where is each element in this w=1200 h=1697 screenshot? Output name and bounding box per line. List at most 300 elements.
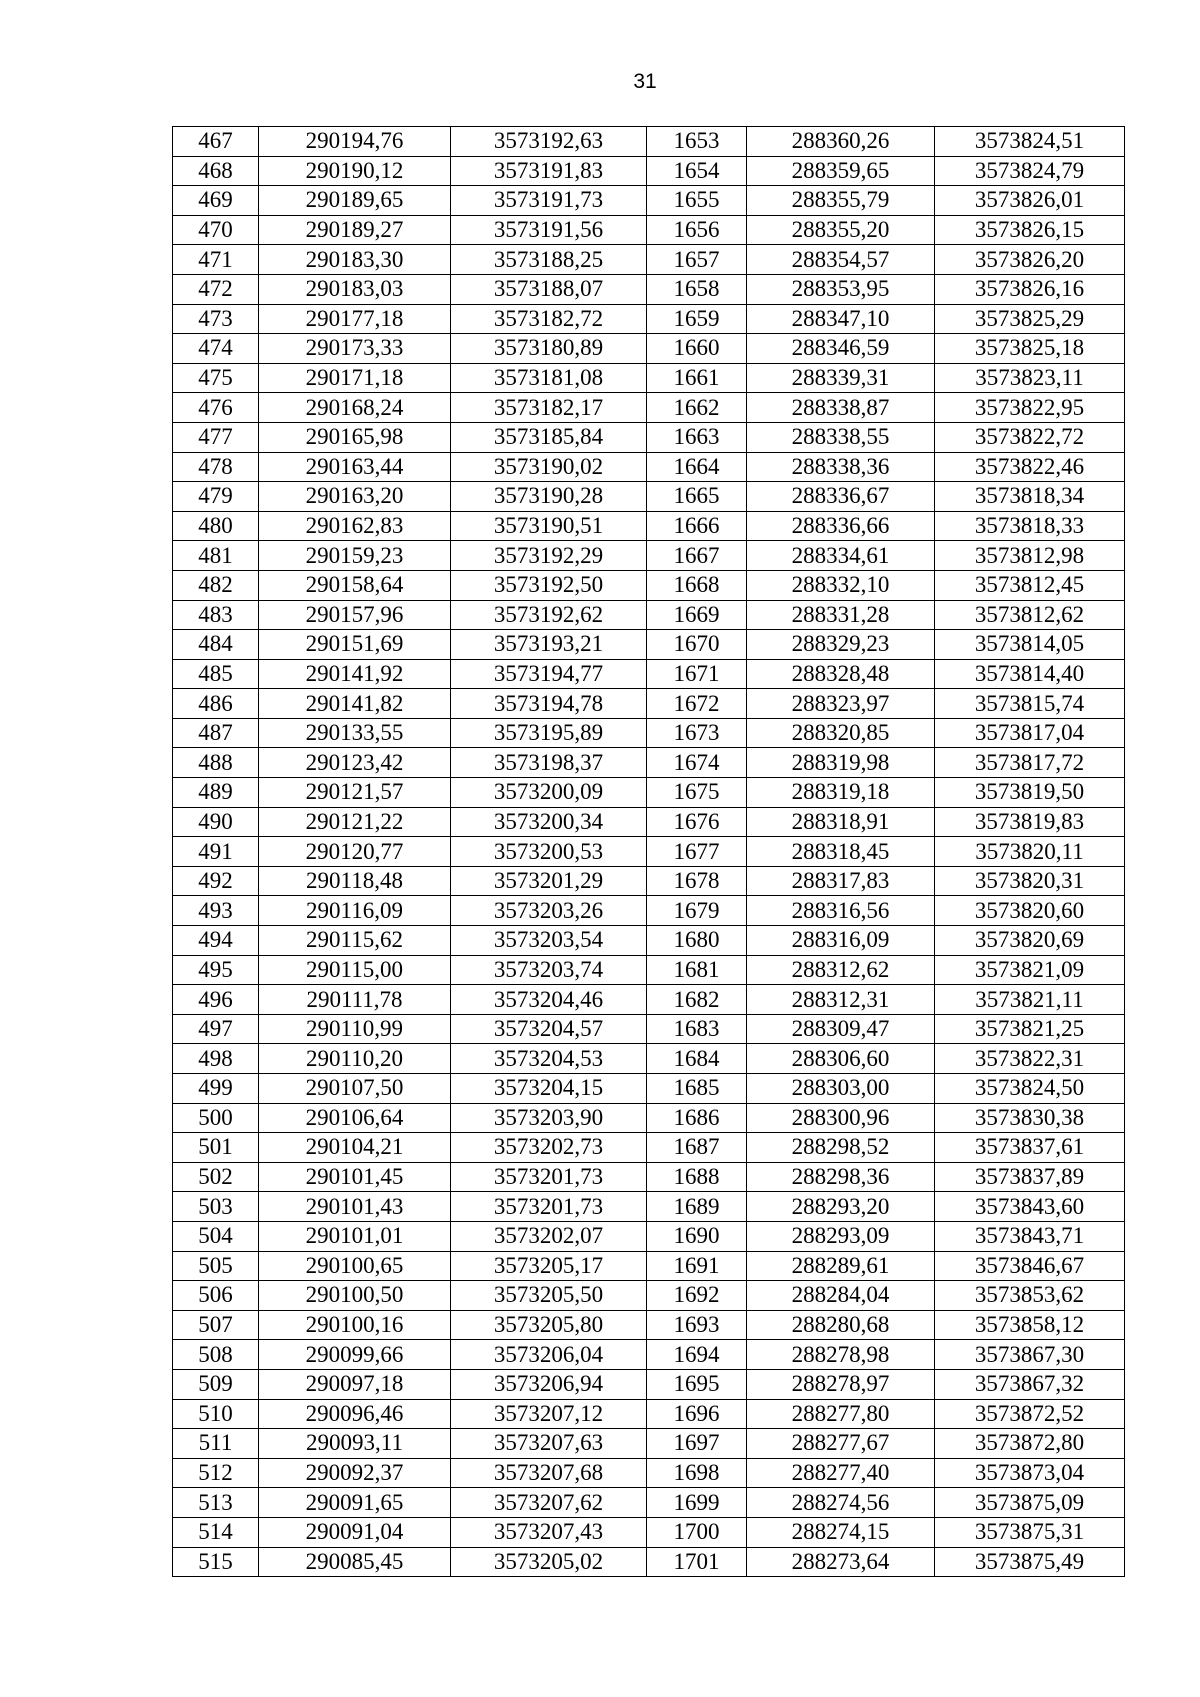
table-cell-point-number: 510 [173,1399,259,1429]
table-cell-y-coordinate: 3573822,31 [935,1044,1125,1074]
table-cell-y-coordinate: 3573837,89 [935,1162,1125,1192]
table-row [173,452,1125,482]
table-cell-x-coordinate: 288336,67 [747,482,935,512]
table-cell-point-number: 485 [173,659,259,689]
table-cell-x-coordinate: 288316,09 [747,926,935,956]
table-row [173,1103,1125,1133]
table-cell-x-coordinate: 290183,03 [259,274,451,304]
table-cell-x-coordinate: 290100,65 [259,1251,451,1281]
table-row [173,274,1125,304]
table-row [173,1458,1125,1488]
table-cell-y-coordinate: 3573812,45 [935,570,1125,600]
table-cell-y-coordinate: 3573185,84 [451,422,647,452]
table-row [173,1547,1125,1577]
table-row [173,422,1125,452]
table-cell-point-number: 508 [173,1340,259,1370]
table-cell-x-coordinate: 288318,45 [747,837,935,867]
table-cell-point-number: 496 [173,985,259,1015]
table-cell-point-number: 470 [173,215,259,245]
table-cell-y-coordinate: 3573820,60 [935,896,1125,926]
table-cell-x-coordinate: 290190,12 [259,156,451,186]
table-cell-point-number: 1678 [647,866,747,896]
table-cell-y-coordinate: 3573203,90 [451,1103,647,1133]
table-row [173,1281,1125,1311]
table-cell-x-coordinate: 288298,52 [747,1133,935,1163]
table-cell-x-coordinate: 288278,97 [747,1369,935,1399]
table-cell-x-coordinate: 288312,62 [747,955,935,985]
table-row [173,866,1125,896]
table-row [173,1133,1125,1163]
table-cell-point-number: 490 [173,807,259,837]
table-cell-point-number: 1657 [647,245,747,275]
table-cell-y-coordinate: 3573822,95 [935,393,1125,423]
table-cell-point-number: 1663 [647,422,747,452]
table-cell-y-coordinate: 3573205,02 [451,1547,647,1577]
table-cell-y-coordinate: 3573843,60 [935,1192,1125,1222]
table-cell-x-coordinate: 288319,98 [747,748,935,778]
table-cell-y-coordinate: 3573826,15 [935,215,1125,245]
table-cell-x-coordinate: 290100,50 [259,1281,451,1311]
table-row [173,659,1125,689]
table-cell-point-number: 1689 [647,1192,747,1222]
table-cell-point-number: 480 [173,511,259,541]
table-cell-x-coordinate: 288274,15 [747,1517,935,1547]
table-cell-y-coordinate: 3573875,49 [935,1547,1125,1577]
table-cell-point-number: 1688 [647,1162,747,1192]
table-cell-x-coordinate: 290116,09 [259,896,451,926]
table-cell-y-coordinate: 3573188,07 [451,274,647,304]
table-cell-x-coordinate: 288300,96 [747,1103,935,1133]
table-cell-y-coordinate: 3573824,51 [935,127,1125,157]
table-cell-y-coordinate: 3573198,37 [451,748,647,778]
table-cell-x-coordinate: 288320,85 [747,718,935,748]
table-cell-y-coordinate: 3573867,32 [935,1369,1125,1399]
table-cell-point-number: 493 [173,896,259,926]
table-row [173,1044,1125,1074]
table-cell-point-number: 1683 [647,1014,747,1044]
table-cell-y-coordinate: 3573812,98 [935,541,1125,571]
table-row [173,778,1125,808]
table-cell-y-coordinate: 3573192,50 [451,570,647,600]
table-row [173,1369,1125,1399]
table-cell-x-coordinate: 288293,09 [747,1221,935,1251]
table-row [173,1221,1125,1251]
table-cell-point-number: 500 [173,1103,259,1133]
table-cell-x-coordinate: 290189,27 [259,215,451,245]
table-cell-point-number: 484 [173,630,259,660]
table-row [173,363,1125,393]
table-cell-x-coordinate: 288338,55 [747,422,935,452]
table-cell-x-coordinate: 290085,45 [259,1547,451,1577]
table-cell-y-coordinate: 3573817,04 [935,718,1125,748]
table-cell-x-coordinate: 290101,43 [259,1192,451,1222]
table-cell-point-number: 1690 [647,1221,747,1251]
table-cell-y-coordinate: 3573200,09 [451,778,647,808]
table-row [173,1517,1125,1547]
table-cell-x-coordinate: 290096,46 [259,1399,451,1429]
table-cell-point-number: 515 [173,1547,259,1577]
table-cell-point-number: 1669 [647,600,747,630]
table-cell-y-coordinate: 3573822,72 [935,422,1125,452]
table-cell-x-coordinate: 290194,76 [259,127,451,157]
table-cell-y-coordinate: 3573822,46 [935,452,1125,482]
table-cell-y-coordinate: 3573192,29 [451,541,647,571]
table-cell-x-coordinate: 290099,66 [259,1340,451,1370]
table-cell-y-coordinate: 3573873,04 [935,1458,1125,1488]
table-cell-y-coordinate: 3573194,78 [451,689,647,719]
table-row [173,926,1125,956]
table-cell-y-coordinate: 3573824,50 [935,1074,1125,1104]
table-cell-point-number: 482 [173,570,259,600]
table-cell-y-coordinate: 3573192,62 [451,600,647,630]
table-cell-point-number: 1665 [647,482,747,512]
table-cell-y-coordinate: 3573207,63 [451,1429,647,1459]
table-cell-point-number: 481 [173,541,259,571]
table-cell-y-coordinate: 3573815,74 [935,689,1125,719]
table-cell-x-coordinate: 288309,47 [747,1014,935,1044]
table-cell-y-coordinate: 3573201,73 [451,1192,647,1222]
table-cell-point-number: 1667 [647,541,747,571]
table-cell-x-coordinate: 290121,22 [259,807,451,837]
table-cell-x-coordinate: 288319,18 [747,778,935,808]
table-row [173,304,1125,334]
table-cell-x-coordinate: 290100,16 [259,1310,451,1340]
table-cell-point-number: 495 [173,955,259,985]
table-row [173,600,1125,630]
table-cell-y-coordinate: 3573207,62 [451,1488,647,1518]
table-cell-y-coordinate: 3573826,16 [935,274,1125,304]
table-cell-point-number: 511 [173,1429,259,1459]
table-cell-x-coordinate: 288336,66 [747,511,935,541]
table-cell-x-coordinate: 290097,18 [259,1369,451,1399]
table-cell-point-number: 1685 [647,1074,747,1104]
table-cell-y-coordinate: 3573204,57 [451,1014,647,1044]
table-cell-x-coordinate: 288332,10 [747,570,935,600]
table-cell-point-number: 1654 [647,156,747,186]
coordinates-table-body [173,127,1125,1577]
table-cell-point-number: 1684 [647,1044,747,1074]
table-row [173,1251,1125,1281]
table-cell-y-coordinate: 3573872,80 [935,1429,1125,1459]
table-cell-point-number: 503 [173,1192,259,1222]
table-cell-y-coordinate: 3573846,67 [935,1251,1125,1281]
table-row [173,156,1125,186]
table-cell-x-coordinate: 290158,64 [259,570,451,600]
table-cell-x-coordinate: 288293,20 [747,1192,935,1222]
table-cell-y-coordinate: 3573191,56 [451,215,647,245]
table-row [173,985,1125,1015]
table-cell-x-coordinate: 288278,98 [747,1340,935,1370]
table-cell-x-coordinate: 290168,24 [259,393,451,423]
table-row [173,1310,1125,1340]
table-cell-y-coordinate: 3573872,52 [935,1399,1125,1429]
table-cell-y-coordinate: 3573204,15 [451,1074,647,1104]
table-cell-y-coordinate: 3573853,62 [935,1281,1125,1311]
table-cell-point-number: 1692 [647,1281,747,1311]
table-cell-point-number: 507 [173,1310,259,1340]
table-cell-point-number: 501 [173,1133,259,1163]
table-cell-y-coordinate: 3573206,04 [451,1340,647,1370]
table-cell-point-number: 469 [173,186,259,216]
table-cell-point-number: 504 [173,1221,259,1251]
table-row [173,1192,1125,1222]
table-row [173,570,1125,600]
table-cell-x-coordinate: 290092,37 [259,1458,451,1488]
table-cell-point-number: 1700 [647,1517,747,1547]
table-cell-x-coordinate: 288334,61 [747,541,935,571]
table-cell-x-coordinate: 290106,64 [259,1103,451,1133]
table-cell-point-number: 474 [173,334,259,364]
table-row [173,1340,1125,1370]
table-cell-y-coordinate: 3573191,83 [451,156,647,186]
table-cell-point-number: 1699 [647,1488,747,1518]
table-row [173,718,1125,748]
table-cell-x-coordinate: 290141,92 [259,659,451,689]
table-cell-point-number: 1658 [647,274,747,304]
table-cell-y-coordinate: 3573201,29 [451,866,647,896]
table-cell-point-number: 491 [173,837,259,867]
table-row [173,1488,1125,1518]
table-cell-x-coordinate: 290173,33 [259,334,451,364]
table-cell-point-number: 1693 [647,1310,747,1340]
table-cell-point-number: 499 [173,1074,259,1104]
table-cell-y-coordinate: 3573858,12 [935,1310,1125,1340]
table-cell-y-coordinate: 3573205,17 [451,1251,647,1281]
table-row [173,1014,1125,1044]
table-cell-y-coordinate: 3573820,31 [935,866,1125,896]
table-cell-point-number: 467 [173,127,259,157]
table-cell-y-coordinate: 3573817,72 [935,748,1125,778]
table-cell-y-coordinate: 3573203,26 [451,896,647,926]
table-cell-y-coordinate: 3573205,80 [451,1310,647,1340]
table-cell-x-coordinate: 288316,56 [747,896,935,926]
table-cell-x-coordinate: 290104,21 [259,1133,451,1163]
table-cell-x-coordinate: 290115,00 [259,955,451,985]
table-cell-y-coordinate: 3573826,01 [935,186,1125,216]
table-cell-point-number: 479 [173,482,259,512]
table-cell-x-coordinate: 290091,65 [259,1488,451,1518]
table-cell-point-number: 1659 [647,304,747,334]
table-cell-point-number: 1660 [647,334,747,364]
table-cell-x-coordinate: 288298,36 [747,1162,935,1192]
table-cell-y-coordinate: 3573830,38 [935,1103,1125,1133]
table-cell-point-number: 1687 [647,1133,747,1163]
table-cell-point-number: 1666 [647,511,747,541]
table-row [173,1074,1125,1104]
table-cell-y-coordinate: 3573207,12 [451,1399,647,1429]
table-cell-x-coordinate: 288360,26 [747,127,935,157]
table-cell-point-number: 1655 [647,186,747,216]
table-cell-y-coordinate: 3573207,43 [451,1517,647,1547]
table-cell-point-number: 1662 [647,393,747,423]
table-cell-x-coordinate: 288318,91 [747,807,935,837]
table-cell-point-number: 488 [173,748,259,778]
table-cell-y-coordinate: 3573201,73 [451,1162,647,1192]
table-cell-point-number: 1675 [647,778,747,808]
table-cell-point-number: 1668 [647,570,747,600]
table-cell-point-number: 502 [173,1162,259,1192]
table-cell-x-coordinate: 288338,36 [747,452,935,482]
table-cell-y-coordinate: 3573818,33 [935,511,1125,541]
table-cell-point-number: 1695 [647,1369,747,1399]
table-row [173,482,1125,512]
table-cell-y-coordinate: 3573825,18 [935,334,1125,364]
table-cell-y-coordinate: 3573190,02 [451,452,647,482]
table-cell-x-coordinate: 288355,20 [747,215,935,245]
table-cell-point-number: 1681 [647,955,747,985]
coordinates-table [172,126,1125,1577]
table-cell-point-number: 509 [173,1369,259,1399]
table-cell-x-coordinate: 288277,80 [747,1399,935,1429]
table-cell-y-coordinate: 3573192,63 [451,127,647,157]
table-cell-x-coordinate: 290141,82 [259,689,451,719]
table-cell-x-coordinate: 290101,01 [259,1221,451,1251]
table-cell-x-coordinate: 288312,31 [747,985,935,1015]
table-cell-x-coordinate: 290157,96 [259,600,451,630]
table-cell-point-number: 1686 [647,1103,747,1133]
table-cell-x-coordinate: 288346,59 [747,334,935,364]
table-cell-point-number: 1656 [647,215,747,245]
table-cell-y-coordinate: 3573814,05 [935,630,1125,660]
table-row [173,955,1125,985]
table-cell-x-coordinate: 290163,20 [259,482,451,512]
table-cell-x-coordinate: 288353,95 [747,274,935,304]
table-cell-x-coordinate: 290111,78 [259,985,451,1015]
table-cell-y-coordinate: 3573867,30 [935,1340,1125,1370]
table-cell-point-number: 513 [173,1488,259,1518]
table-row [173,837,1125,867]
table-cell-point-number: 1680 [647,926,747,956]
table-cell-y-coordinate: 3573837,61 [935,1133,1125,1163]
table-cell-point-number: 1679 [647,896,747,926]
table-cell-y-coordinate: 3573820,11 [935,837,1125,867]
table-row [173,1429,1125,1459]
table-cell-y-coordinate: 3573195,89 [451,718,647,748]
table-cell-x-coordinate: 288347,10 [747,304,935,334]
table-cell-x-coordinate: 290162,83 [259,511,451,541]
table-cell-point-number: 505 [173,1251,259,1281]
table-cell-x-coordinate: 288277,40 [747,1458,935,1488]
table-cell-y-coordinate: 3573843,71 [935,1221,1125,1251]
table-cell-x-coordinate: 290120,77 [259,837,451,867]
table-cell-point-number: 1673 [647,718,747,748]
table-cell-x-coordinate: 288274,56 [747,1488,935,1518]
table-cell-point-number: 497 [173,1014,259,1044]
table-cell-y-coordinate: 3573204,46 [451,985,647,1015]
table-cell-point-number: 1674 [647,748,747,778]
table-cell-x-coordinate: 290121,57 [259,778,451,808]
table-cell-x-coordinate: 288277,67 [747,1429,935,1459]
table-cell-x-coordinate: 290163,44 [259,452,451,482]
table-cell-point-number: 1653 [647,127,747,157]
table-cell-point-number: 1697 [647,1429,747,1459]
table-row [173,630,1125,660]
table-cell-x-coordinate: 288328,48 [747,659,935,689]
table-cell-y-coordinate: 3573875,31 [935,1517,1125,1547]
table-row [173,896,1125,926]
table-cell-point-number: 1664 [647,452,747,482]
table-cell-x-coordinate: 288338,87 [747,393,935,423]
table-row [173,541,1125,571]
table-cell-y-coordinate: 3573821,25 [935,1014,1125,1044]
table-cell-y-coordinate: 3573826,20 [935,245,1125,275]
table-row [173,245,1125,275]
table-cell-y-coordinate: 3573188,25 [451,245,647,275]
table-cell-point-number: 494 [173,926,259,956]
table-cell-x-coordinate: 290165,98 [259,422,451,452]
table-cell-y-coordinate: 3573191,73 [451,186,647,216]
table-cell-x-coordinate: 290189,65 [259,186,451,216]
table-cell-point-number: 475 [173,363,259,393]
table-cell-point-number: 473 [173,304,259,334]
table-cell-x-coordinate: 288354,57 [747,245,935,275]
table-row [173,1162,1125,1192]
table-cell-point-number: 514 [173,1517,259,1547]
table-cell-x-coordinate: 288303,00 [747,1074,935,1104]
table-cell-x-coordinate: 290151,69 [259,630,451,660]
table-cell-x-coordinate: 288331,28 [747,600,935,630]
table-cell-y-coordinate: 3573180,89 [451,334,647,364]
table-cell-point-number: 498 [173,1044,259,1074]
table-cell-x-coordinate: 288339,31 [747,363,935,393]
table-row [173,334,1125,364]
table-cell-point-number: 478 [173,452,259,482]
table-cell-y-coordinate: 3573200,34 [451,807,647,837]
table-cell-y-coordinate: 3573206,94 [451,1369,647,1399]
table-row [173,689,1125,719]
table-cell-y-coordinate: 3573818,34 [935,482,1125,512]
table-cell-point-number: 512 [173,1458,259,1488]
table-row [173,186,1125,216]
table-cell-point-number: 1676 [647,807,747,837]
table-cell-x-coordinate: 288329,23 [747,630,935,660]
table-cell-point-number: 476 [173,393,259,423]
table-row [173,1399,1125,1429]
table-cell-y-coordinate: 3573203,54 [451,926,647,956]
table-row [173,748,1125,778]
table-row [173,807,1125,837]
table-cell-point-number: 471 [173,245,259,275]
table-cell-point-number: 1696 [647,1399,747,1429]
table-cell-point-number: 487 [173,718,259,748]
table-cell-y-coordinate: 3573181,08 [451,363,647,393]
table-cell-x-coordinate: 290115,62 [259,926,451,956]
table-cell-y-coordinate: 3573182,17 [451,393,647,423]
table-cell-y-coordinate: 3573200,53 [451,837,647,867]
page-number: 31 [633,70,657,93]
table-cell-x-coordinate: 290093,11 [259,1429,451,1459]
table-cell-y-coordinate: 3573202,73 [451,1133,647,1163]
table-cell-x-coordinate: 290159,23 [259,541,451,571]
table-cell-point-number: 477 [173,422,259,452]
table-cell-point-number: 1682 [647,985,747,1015]
table-cell-y-coordinate: 3573819,50 [935,778,1125,808]
table-cell-x-coordinate: 290101,45 [259,1162,451,1192]
table-cell-y-coordinate: 3573190,28 [451,482,647,512]
table-cell-x-coordinate: 290091,04 [259,1517,451,1547]
table-cell-point-number: 1670 [647,630,747,660]
table-cell-point-number: 489 [173,778,259,808]
table-cell-y-coordinate: 3573819,83 [935,807,1125,837]
table-cell-y-coordinate: 3573205,50 [451,1281,647,1311]
table-row [173,511,1125,541]
table-cell-point-number: 1672 [647,689,747,719]
table-cell-point-number: 1694 [647,1340,747,1370]
table-cell-point-number: 1701 [647,1547,747,1577]
table-cell-y-coordinate: 3573823,11 [935,363,1125,393]
table-cell-x-coordinate: 290177,18 [259,304,451,334]
table-cell-x-coordinate: 290133,55 [259,718,451,748]
